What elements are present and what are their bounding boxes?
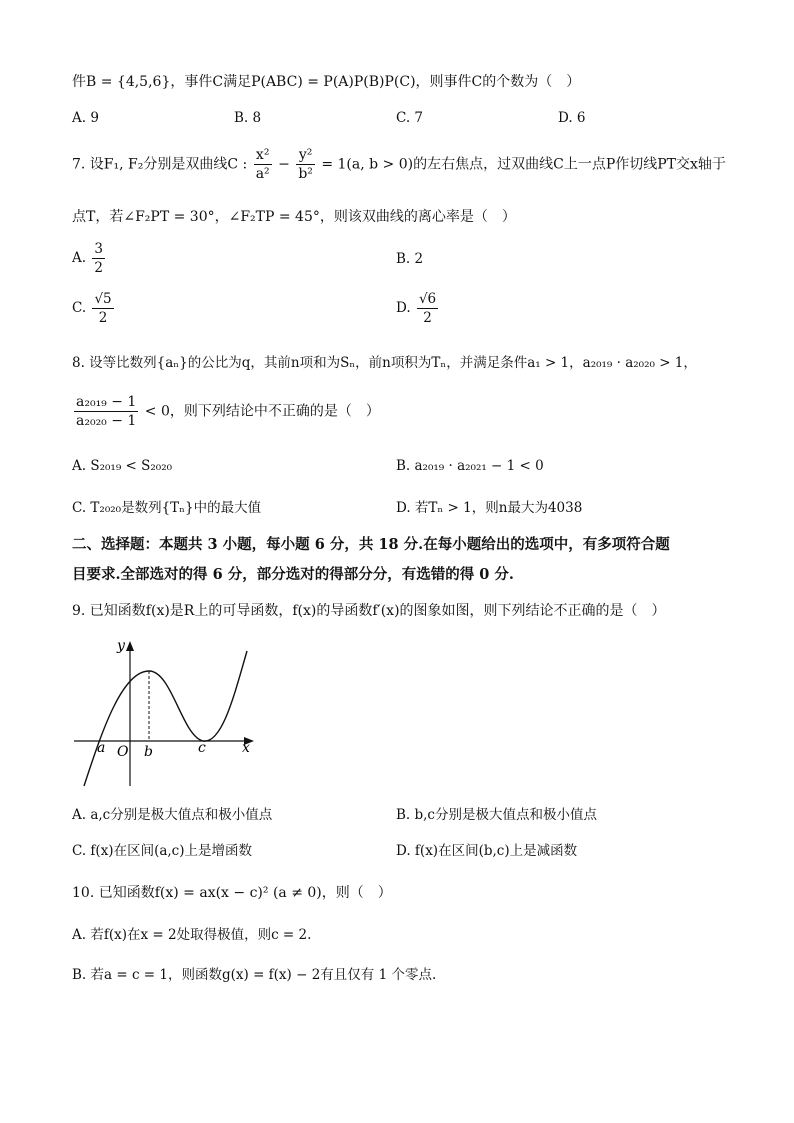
q7-option-c-fraction bbox=[92, 290, 113, 327]
q9-option-b[interactable]: B. b,c分别是极大值点和极小值点 bbox=[396, 807, 597, 823]
point-b-label: b bbox=[144, 744, 153, 760]
q8-stem-line2 bbox=[72, 393, 380, 430]
q7-d-den: 2 bbox=[423, 310, 432, 326]
q7-option-a-label: A. bbox=[72, 250, 87, 266]
q8-option-d[interactable]: D. 若Tₙ > 1，则n最大为4038 bbox=[396, 500, 583, 516]
q8-stem-post: < 0，则下列结论中不正确的是（ ） bbox=[144, 403, 380, 420]
q7-option-a[interactable] bbox=[72, 240, 107, 277]
q10-option-b[interactable]: B. 若a = c = 1，则函数g(x) = f(x) − 2有且仅有 1 个零点. bbox=[72, 967, 437, 983]
q7-stem-line2: 点T，若∠F₂PT = 30°，∠F₂TP = 45°，则该双曲线的离心率是（ ） bbox=[72, 209, 516, 225]
q8-option-a[interactable]: A. S₂₀₁₉ < S₂₀₂₀ bbox=[72, 458, 173, 474]
q8-frac-den: a₂₀₂₀ − 1 bbox=[76, 413, 137, 429]
q7-stem-pre: 7. 设F₁, F₂分别是双曲线C : bbox=[72, 156, 248, 173]
q6-option-c[interactable]: C. 7 bbox=[396, 110, 424, 126]
q8-stem-line1: 8. 设等比数列{aₙ}的公比为q，其前n项和为Sₙ，前n项积为Tₙ，并满足条件a₁ > 1，a₂₀₁₉ · a₂₀₂₀ > 1， bbox=[72, 355, 697, 371]
q7-option-c[interactable] bbox=[72, 290, 116, 327]
q7-option-d[interactable] bbox=[396, 290, 440, 327]
q6-stem-continuation: 件B = {4,5,6}，事件C满足P(ABC) = P(A)P(B)P(C)，则事件C的个数为（ ） bbox=[72, 74, 581, 90]
q7-d-num: √6 bbox=[418, 291, 437, 307]
q7-option-d-label: D. bbox=[396, 300, 411, 316]
q7-frac2-num: y² bbox=[296, 146, 315, 165]
section-2-heading-line2: 目要求.全部选对的得 6 分，部分选对的得部分分，有选错的得 0 分. bbox=[72, 566, 514, 583]
q9-option-d[interactable]: D. f(x)在区间(b,c)上是减函数 bbox=[396, 843, 578, 859]
q10-option-a[interactable]: A. 若f(x)在x = 2处取得极值，则c = 2. bbox=[72, 927, 312, 943]
q7-option-c-label: C. bbox=[72, 300, 87, 316]
q7-fraction-y bbox=[296, 146, 315, 183]
q6-option-b[interactable]: B. 8 bbox=[234, 110, 262, 126]
q8-frac-num: a₂₀₁₉ − 1 bbox=[76, 394, 137, 410]
q9-stem: 9. 已知函数f(x)是R上的可导函数，f(x)的导函数f′(x)的图象如图，则下列结论不正确的是（ ） bbox=[72, 603, 666, 619]
q7-frac1-den: a² bbox=[255, 166, 270, 182]
q7-stem-post: = 1(a, b > 0)的左右焦点，过双曲线C上一点P作切线PT交x轴于 bbox=[321, 156, 726, 173]
q7-option-a-fraction bbox=[92, 240, 105, 277]
q7-option-b[interactable]: B. 2 bbox=[396, 251, 424, 267]
q9-option-c[interactable]: C. f(x)在区间(a,c)上是增函数 bbox=[72, 843, 253, 859]
q7-option-d-fraction bbox=[417, 290, 438, 327]
origin-label: O bbox=[117, 744, 129, 760]
q10-stem: 10. 已知函数f(x) = ax(x − c)² (a ≠ 0)，则（ ） bbox=[72, 885, 392, 901]
q7-frac2-den: b² bbox=[298, 166, 313, 182]
q8-option-b[interactable]: B. a₂₀₁₉ · a₂₀₂₁ − 1 < 0 bbox=[396, 458, 544, 474]
point-c-label: c bbox=[198, 740, 206, 756]
point-a-label: a bbox=[97, 740, 106, 756]
q8-option-c[interactable]: C. T₂₀₂₀是数列{Tₙ}中的最大值 bbox=[72, 500, 262, 516]
q7-frac1-num: x² bbox=[254, 146, 272, 165]
section-2-heading-line1: 二、选择题：本题共 3 小题，每小题 6 分，共 18 分.在每小题给出的选项中，有多项符合题 bbox=[72, 536, 670, 553]
q6-option-d[interactable]: D. 6 bbox=[558, 110, 586, 126]
q7-c-den: 2 bbox=[98, 310, 108, 326]
q9-derivative-graph bbox=[72, 636, 262, 796]
q7-minus: − bbox=[278, 156, 290, 173]
q6-option-a[interactable]: A. 9 bbox=[72, 110, 99, 126]
q7-a-den: 2 bbox=[94, 260, 103, 276]
x-axis-label: x bbox=[242, 740, 250, 756]
q7-stem-line1 bbox=[72, 146, 726, 183]
q7-a-num: 3 bbox=[94, 241, 103, 257]
y-axis-arrow bbox=[126, 641, 134, 651]
q8-fraction bbox=[74, 393, 138, 430]
q9-option-a[interactable]: A. a,c分别是极大值点和极小值点 bbox=[72, 807, 273, 823]
q7-fraction-x bbox=[254, 146, 272, 183]
y-axis-label: y bbox=[117, 638, 125, 654]
derivative-curve bbox=[84, 651, 247, 786]
q7-c-num: √5 bbox=[94, 291, 112, 307]
